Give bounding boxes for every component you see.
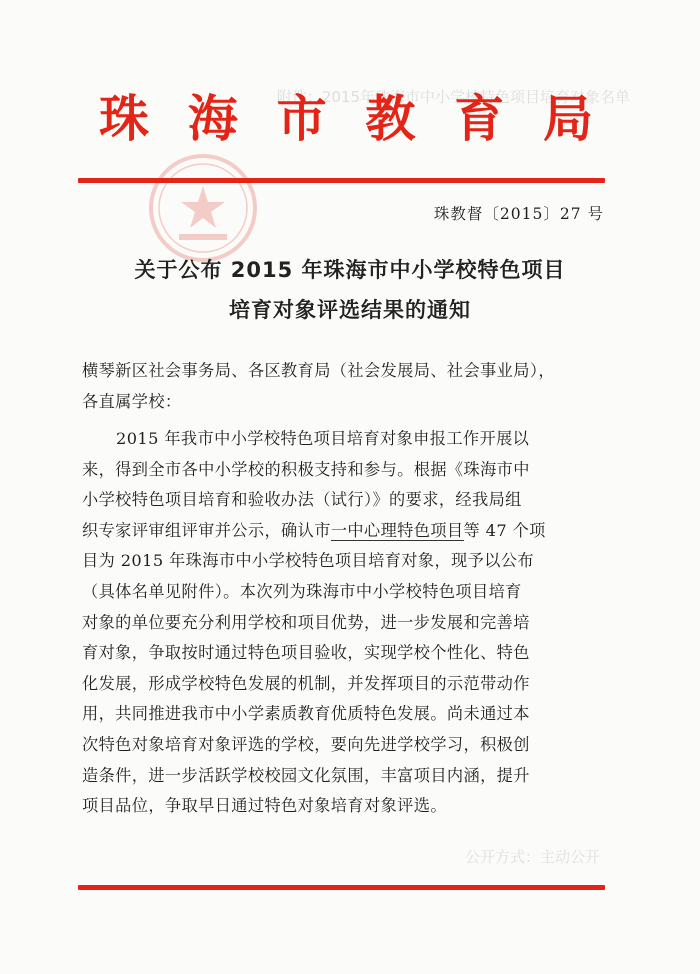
bleed-through-text-top: 附件：2015年珠海市中小学校特色项目培育对象名单 — [276, 88, 630, 106]
body-line: 育对象，争取按时通过特色项目验收，实现学校个性化、特色 — [82, 643, 530, 663]
notice-title-line-2: 培育对象评选结果的通知 — [229, 298, 471, 322]
body-line: 来，得到全市各中小学校的积极支持和参与。根据《珠海市中 — [82, 459, 530, 479]
body-line: （具体名单见附件）。本次列为珠海市中小学校特色项目培育 — [82, 581, 522, 601]
body-text-segment: 等 47 个项 — [463, 520, 546, 540]
footer-red-divider — [78, 885, 605, 890]
recipients-line: 横琴新区社会事务局、各区教育局（社会发展局、社会事业局）， — [82, 361, 555, 380]
recipients-block — [82, 356, 612, 417]
document-number: 珠教督〔2015〕27 号 — [433, 205, 604, 223]
body-line: 目为 2015 年珠海市中小学校特色项目培育对象，现予以公布 — [82, 551, 534, 571]
masthead-char: 珠 — [99, 89, 149, 148]
body-line: 次特色对象培育对象评选的学校，要向先进学校学习，积极创 — [82, 734, 530, 754]
body-line: 造条件，进一步活跃学校校园文化氛围，丰富项目内涵，提升 — [82, 765, 530, 785]
body-line: 用，共同推进我市中小学素质教育优质特色发展。尚未通过本 — [82, 704, 530, 724]
notice-body-paragraph — [82, 424, 612, 822]
official-seal-icon — [147, 152, 259, 264]
masthead-char: 教 — [365, 89, 416, 148]
notice-title-line-1: 关于公布 2015 年珠海市中小学校特色项目 — [134, 258, 566, 282]
masthead-char: 局 — [542, 89, 593, 148]
masthead-char: 海 — [187, 89, 238, 148]
issuer-masthead — [96, 82, 596, 156]
header-red-divider — [78, 178, 605, 183]
masthead-char: 市 — [276, 89, 327, 148]
body-line: 项目品位，争取早日通过特色对象培育对象评选。 — [82, 796, 447, 816]
body-line-with-underline — [82, 516, 612, 547]
bleed-through-text-bottom: 公开方式：主动公开 — [464, 848, 600, 866]
recipients-line: 各直属学校： — [82, 391, 182, 411]
masthead-char: 育 — [454, 89, 505, 148]
body-line: 对象的单位要充分利用学校和项目优势，进一步发展和完善培 — [82, 612, 530, 632]
body-line: 化发展，形成学校特色发展的机制，并发挥项目的示范带动作 — [82, 673, 530, 693]
underlined-project-name: 一中心理特色项目 — [330, 520, 464, 540]
body-line: 小学校特色项目培育和验收办法（试行）》的要求，经我局组 — [82, 490, 522, 510]
body-text-segment: 织专家评审组评审并公示，确认市 — [82, 520, 331, 540]
body-line: 2015 年我市中小学校特色项目培育对象申报工作开展以 — [116, 429, 530, 448]
